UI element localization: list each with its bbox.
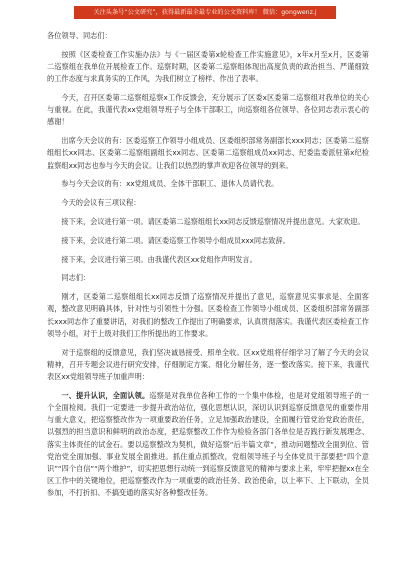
document-body (47, 30, 369, 506)
salutation-2: 同志们： (61, 273, 91, 283)
paragraph: 接下来，会议进行第二项。请区委巡察工作领导小组成员xxx同志致辞。 (61, 235, 290, 245)
paragraph: 接下来，会议进行第一项。请区委第二巡察组组长xx同志反馈巡察情况并提出意见。大家欢迎。 (61, 217, 365, 226)
section-text: 巡察是对我单位各种工作的一个集中体检，也是对党组领导班子的一个全面检阅。我们一定要进一步提升政治站位，强化思想认识，深切认识到巡察反馈意见的重要作用与重大意义，把巡察整改作为一项重要政治任务，立足加强政治建设，全面履行管党治党政治责任，以强烈的担当意识和鲜明的政治态度，把巡察整改工作作为检验各部门各单位是否践行新发展理念、落实主体责任的试金石。要以巡察整改为契机，做好巡察“后半篇文章”，推动问题整改全面到位、管党治党全面加强、事业发展全面推进。抓住重点抓整改，党组领导班子与全体党员干部要把“四个意识”“四个自信”“两个维护”，切实把思想行动统一到巡察反馈意见的精神与要求上来，牢牢把握xx在全区工作中的关键地位，把巡察整改作为一项重要的政治任务、政治使命，以上率下、上下联动，全员参加，不打折扣、不搞变通的落实好各种整改任务。 (47, 390, 369, 498)
paragraph-section-1 (47, 390, 369, 500)
paragraph: 今天，召开区委第二巡察组巡察x工作反馈会，充分展示了区委x区委第二巡察组对我单位的关心与重视。在此，我谨代表xx党组领导班子与全体干部职工，向巡察组各位领导、各位同志表示衷心的感谢！ (47, 93, 369, 127)
section-heading: 一、提升认识，全面认领。 (61, 390, 150, 400)
paragraph: 参与今天会议的有：xx党组成员、全体干部职工、退休人员请代表。 (61, 179, 279, 189)
paragraph: 接下来，会议进行第三项。由我谨代表区xx党组作声明发言。 (61, 254, 257, 264)
paragraph: 刚才，区委第二巡察组组长xx同志反馈了巡察情况并提出了意见，巡察意见实事求是、全面客观，整改意见明确具体，针对性与引领性十分强。区委检查工作领导小组成员、区委组织部常务副部长xxx同志作了重要讲话，对我们的整改工作提出了明确要求，认真贯彻落实。我谨代表区委检查工作领导小组，对于上级对我们工作所提出的工作要求。 (47, 292, 369, 338)
paragraph: 今天的会议有三项议程： (61, 198, 141, 208)
salutation: 各位领导、同志们： (47, 31, 112, 40)
paragraph: 按照《区委检查工作实施办法》与《一届区委第x轮检查工作实施意见》，x年x月至x月，区委第二巡察组在我单位开展检查工作。巡察时期，区委第二巡察组体现出高度负责的政治担当、严谨细致的工作态度与求真务实的工作风，为我们树立了榜样、作出了表率。 (47, 49, 369, 84)
paragraph: 对于巡察组的反馈意见，我们坚决诚恳接受、照单全收。区xx党组将仔细学习了解了今天的会议精神，召开专题会议进行研究安排，仔细制定方案、细化分解任务，逐一整改落实。接下来，我谨代表区xx党组领导班子加重声明： (47, 347, 369, 381)
promo-banner: 关注头条号“公文研究”，获得最新最全最专业的公文资料库！ 微信：gongwenz.j (74, 6, 336, 19)
paragraph: 出席今天会议的有：区委巡察工作领导小组成员、区委组织部常务副部长xxx同志；区委第二巡察组组长xx同志、区委第二巡察组副组长xx同志、区委第二巡察组成员xx同志、纪委监委派驻第x纪检监察组xx同志也参与今天的会议。让我们以热烈的掌声欢迎各位领导的到来。 (47, 136, 369, 170)
